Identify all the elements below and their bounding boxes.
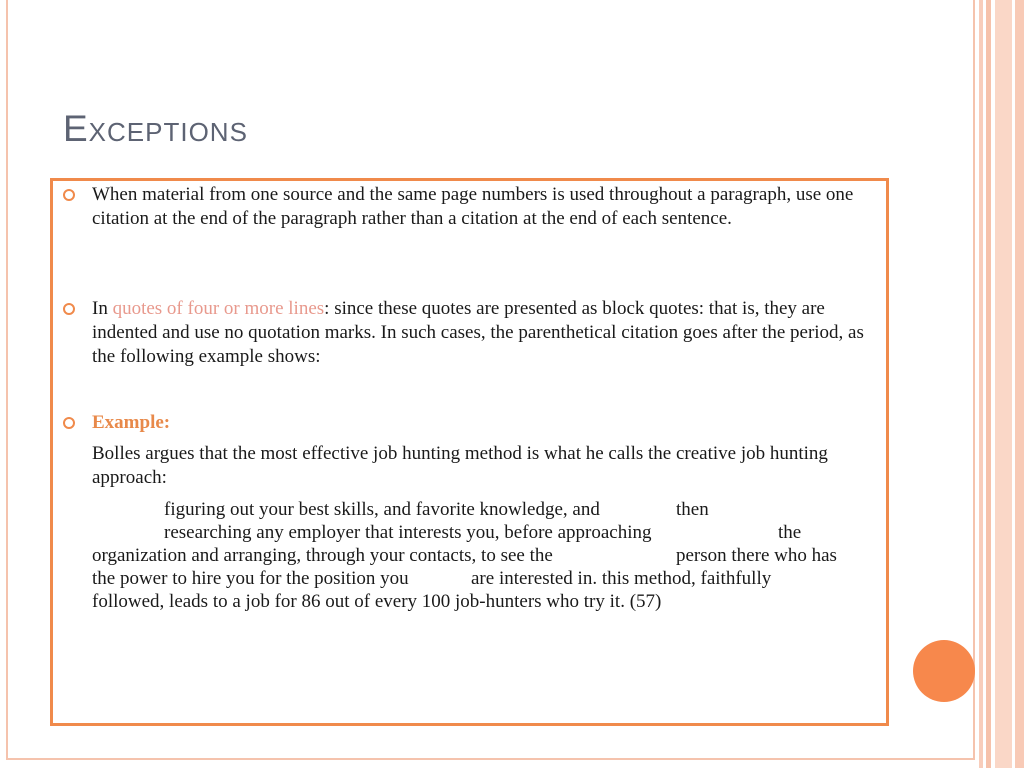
quote-line: the power to hire you for the position you [92,568,409,589]
quote-line: researching any employer that interests you, before approaching [164,522,652,543]
highlighted-phrase: quotes of four or more lines [112,298,325,319]
bullet-suffix: : since these quotes are presented as block quotes: that is, they are indented and use no quotation marks. In such cases, the parenthetical citation goes after the period, as the following example shows: [92,298,864,367]
decorative-circle [913,640,975,702]
decorative-stripe [979,0,983,768]
bullet-paragraph-block-quotes [92,297,872,369]
decorative-stripe [1015,0,1024,768]
bullet-paragraph-citation: When material from one source and the same page numbers is used throughout a paragraph, use one citation at the end of the paragraph rather than a citation at the end of each sentence. [92,184,854,229]
quote-line: then [676,499,709,520]
quote-line: followed, leads to a job for 86 out of every 100 job-hunters who try it. (57) [92,591,662,612]
example-label: Example: [92,412,171,433]
bullet-ring-icon [63,189,75,201]
quote-line: are interested in. this method, faithfully [471,568,772,589]
quote-line: organization and arranging, through your contacts, to see the [92,545,553,566]
decorative-stripe [995,0,1012,768]
bullet-ring-icon [63,417,75,429]
quote-line: person there who has [676,545,837,566]
quote-line: the [778,522,802,543]
quote-line: figuring out your best skills, and favorite knowledge, and [164,499,600,520]
slide-title: Exceptions [63,108,248,149]
bullet-ring-icon [63,303,75,315]
decorative-stripe [986,0,991,768]
example-intro: Bolles argues that the most effective job hunting method is what he calls the creative job hunting approach: [92,443,828,488]
bullet-prefix: In [92,298,113,319]
